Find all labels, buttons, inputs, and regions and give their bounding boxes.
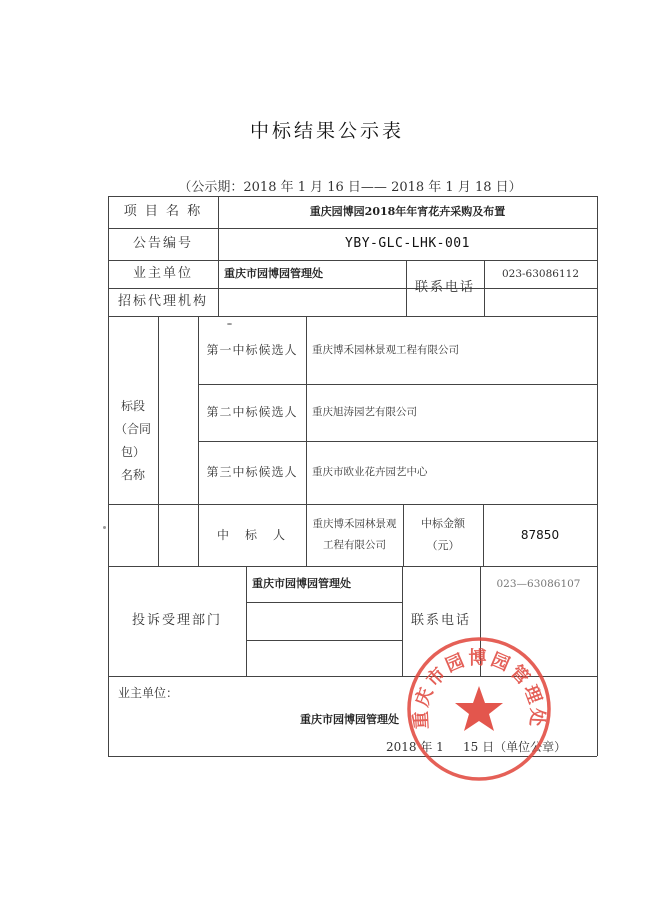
amount-value: 87850 [520,527,560,542]
winner-label: 中 标 人 [216,527,287,542]
section-label [108,316,158,566]
section-label-line-2: （合同 [114,422,151,437]
candidate-3-value: 重庆市欧业花卉园艺中心 [312,466,428,479]
footer-date-suffix: 15 日（单位公章） [463,740,567,754]
amount-label-line-2: （元） [426,539,460,552]
section-label-line-3: 包） [120,445,145,459]
winner-value-line-1: 重庆博禾园林景观 [312,518,397,530]
candidate-2-value: 重庆旭涛园艺有限公司 [312,406,417,419]
winner-value [306,504,403,566]
footer-owner-name: 重庆市园博园管理处 [300,713,399,726]
owner-label: 业主单位 [132,266,193,282]
project-name-label: 项 目 名 称 [123,204,203,220]
section-label-line-4: 名称 [120,467,145,482]
complaint-phone-value: 023—63086107 [496,577,581,590]
owner-phone-label: 联系电话 [414,280,475,296]
section-label-line-1: 标段 [120,399,145,414]
footer-owner-prefix: 业主单位： [118,686,179,700]
agency-label: 招标代理机构 [117,294,208,310]
document-title: 中标结果公示表 [249,120,404,142]
notice-number-label: 公告编号 [132,236,193,252]
candidate-2-label: 第二中标候选人 [206,405,298,420]
amount-label [403,504,483,566]
candidate-1-value: 重庆博禾园林景观工程有限公司 [312,343,459,356]
complaint-department-label: 投诉受理部门 [131,613,222,629]
seal-star-icon [455,686,503,731]
amount-label-line-1: 中标金额 [421,517,465,530]
candidate-1-label: 第一中标候选人 [206,342,298,357]
publicity-period: （公示期：2018 年 1 月 16 日—— 2018 年 1 月 18 日） [178,180,522,195]
complaint-department-value: 重庆市园博园管理处 [252,576,351,590]
complaint-phone-label: 联系电话 [410,613,471,629]
owner-phone-value: 023-63086112 [501,267,580,280]
seal-text: 重庆市园博园管理处 [410,647,548,730]
winner-value-line-2: 工程有限公司 [323,539,386,551]
notice-number-value: YBY-GLC-LHK-001 [345,236,470,252]
owner-value: 重庆市园博园管理处 [224,266,323,280]
footer-date-prefix: 2018 年 1 [386,740,444,754]
candidate-3-label: 第三中标候选人 [206,465,298,480]
project-name-value: 重庆园博园2018年年宵花卉采购及布置 [309,204,506,218]
official-seal-stamp [404,634,554,784]
